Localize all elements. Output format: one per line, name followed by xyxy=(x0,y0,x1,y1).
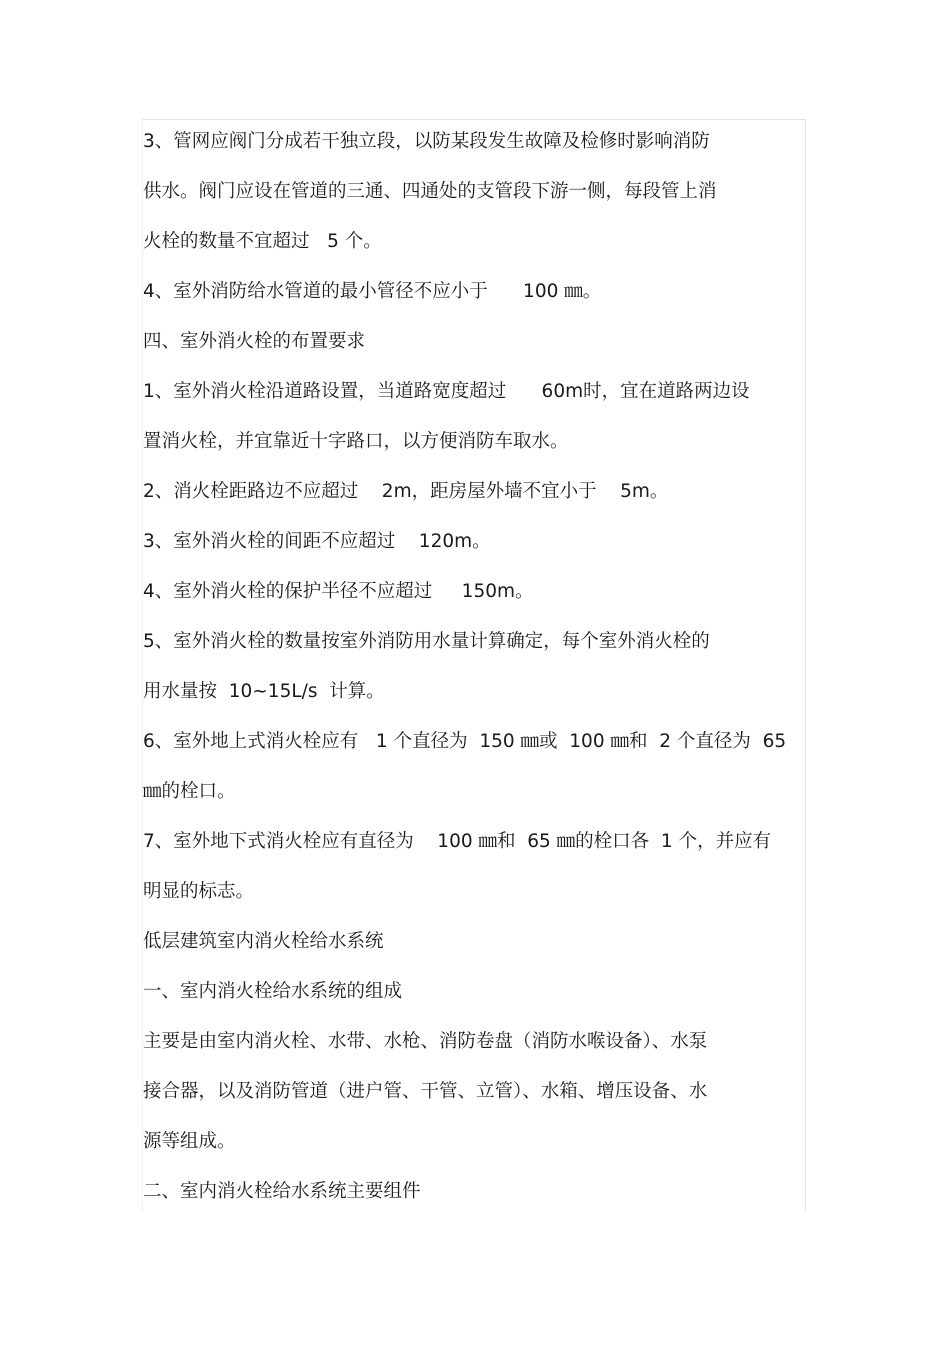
text-line: 用水量按 10~15L/s 计算。 xyxy=(143,681,385,702)
document-body xyxy=(143,117,815,1217)
text-line: 2、消火栓距路边不应超过 2m，距房屋外墙不宜小于 5m。 xyxy=(143,481,669,502)
chapter-heading: 低层建筑室内消火栓给水系统 xyxy=(143,931,384,952)
text-line: 5、室外消火栓的数量按室外消防用水量计算确定，每个室外消火栓的 xyxy=(143,631,710,652)
text-line: 6、室外地上式消火栓应有 1 个直径为 150 ㎜或 100 ㎜和 2 个直径为 65 xyxy=(143,731,787,752)
text-line: 源等组成。 xyxy=(143,1131,236,1152)
text-line: 3、管网应阀门分成若干独立段，以防某段发生故障及检修时影响消防 xyxy=(143,131,710,152)
section-heading: 四、室外消火栓的布置要求 xyxy=(143,331,366,352)
text-line: 4、室外消防给水管道的最小管径不应小于 100 ㎜。 xyxy=(143,281,602,302)
text-line: ㎜的栓口。 xyxy=(143,781,236,802)
text-line: 3、室外消火栓的间距不应超过 120m。 xyxy=(143,531,491,552)
text-line: 7、室外地下式消火栓应有直径为 100 ㎜和 65 ㎜的栓口各 1 个，并应有 xyxy=(143,831,772,852)
section-heading: 二、室内消火栓给水系统主要组件 xyxy=(143,1181,421,1202)
text-line: 4、室外消火栓的保护半径不应超过 150m。 xyxy=(143,581,534,602)
text-line: 1、室外消火栓沿道路设置，当道路宽度超过 60m时，宜在道路两边设 xyxy=(143,381,750,402)
text-line: 明显的标志。 xyxy=(143,881,255,902)
section-heading: 一、室内消火栓给水系统的组成 xyxy=(143,981,403,1002)
text-line: 主要是由室内消火栓、水带、水枪、消防卷盘（消防水喉设备）、水泵 xyxy=(143,1031,708,1052)
text-line: 火栓的数量不宜超过 5 个。 xyxy=(143,231,382,252)
text-line: 置消火栓，并宜靠近十字路口，以方便消防车取水。 xyxy=(143,431,569,452)
text-line: 供水。阀门应设在管道的三通、四通处的支管段下游一侧，每段管上消 xyxy=(143,181,717,202)
text-line: 接合器，以及消防管道（进户管、干管、立管）、水箱、增压设备、水 xyxy=(143,1081,708,1102)
